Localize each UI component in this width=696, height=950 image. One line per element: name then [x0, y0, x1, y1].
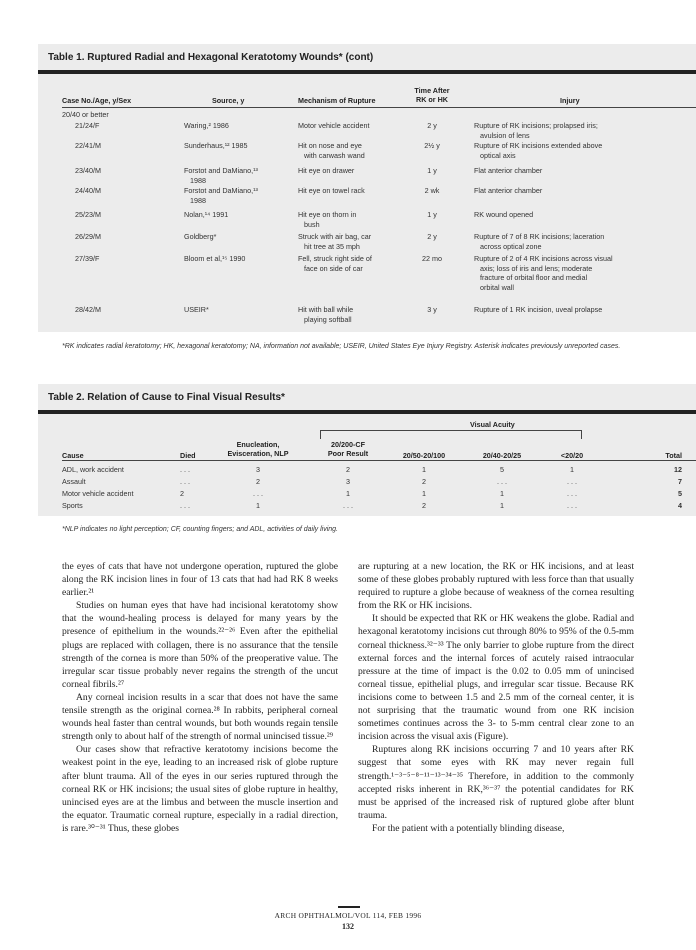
t1-header-divider	[62, 107, 696, 108]
t1-cell-case: 24/40/M	[75, 186, 101, 195]
body-paragraph: Our cases show that refractive keratotomy incisions become the weakest point in the eye, leading to an increased risk of globe rupture after blunt trauma. All of the eyes in our series ruptured through the corneal RK or HK incisions; the usual sites of globe rupture in healthy, unincised eyes are at the limbus and between the muscle insertion and the equator. Traumatic corneal rupture, especially in a radial direction, is rare.³⁰⁻³¹ Thus, these globes	[62, 744, 338, 834]
t1-cell-time: 22 mo	[422, 254, 442, 263]
t1-cell-source: Forstot and DaMiano,¹³ 1988	[184, 186, 258, 205]
t2-cell-died: 2	[180, 489, 184, 498]
t1-cell-mechanism: Fell, struck right side of face on side of car	[298, 254, 372, 273]
t1-cell-injury: Rupture of 7 of 8 RK incisions; laceration across optical zone	[474, 232, 605, 251]
t1-cell-mechanism: Motor vehicle accident	[298, 121, 370, 130]
t1-cell-injury: RK wound opened	[474, 210, 534, 219]
t1-cell-case: 22/41/M	[75, 141, 101, 150]
table2-rule	[38, 410, 696, 414]
t1-cell-injury: Rupture of 2 of 4 RK incisions across visual axis; loss of iris and lens; moderate fracture of orbital floor and medial orbital wall	[474, 254, 613, 292]
t2-cell-enucleation: 3	[256, 465, 260, 474]
t1-cell-case: 25/23/M	[75, 210, 101, 219]
t1-cell-source: Goldberg*	[184, 232, 217, 241]
t2-cell-cause: Assault	[62, 477, 86, 486]
t2-cell-va2: . . .	[497, 477, 507, 486]
t1-cell-source: Sunderhaus,¹² 1985	[184, 141, 248, 150]
t1-group-label: 20/40 or better	[62, 110, 109, 119]
t2-cell-va2: 1	[500, 501, 504, 510]
t1-header-mechanism: Mechanism of Rupture	[298, 96, 376, 105]
footer-journal: ARCH OPHTHALMOL/VOL 114, FEB 1996	[274, 911, 422, 920]
t1-header-time: Time After RK or HK	[414, 86, 450, 104]
t2-header-va3: <20/20	[560, 451, 584, 460]
t1-cell-source: Bloom et al,¹⁵ 1990	[184, 254, 246, 263]
t1-cell-injury: Rupture of RK incisions; prolapsed iris; avulsion of lens	[474, 121, 598, 140]
body-paragraph: Any corneal incision results in a scar that does not have the same tensile strength as the original cornea.²⁸ In rabbits, peripheral corneal wounds heal faster than central wounds, but both wounds regain tensile strength only to about half of the strength of normal unincised tissue.²⁹	[62, 691, 338, 743]
t2-visual-acuity-bracket	[320, 430, 582, 439]
t2-cell-died: . . .	[180, 501, 190, 510]
t1-cell-source: Nolan,¹⁴ 1991	[184, 210, 229, 219]
t1-cell-injury: Flat anterior chamber	[474, 166, 543, 175]
body-column-left	[62, 560, 338, 895]
t1-header-case: Case No./Age, y/Sex	[62, 96, 132, 105]
t1-cell-case: 28/42/M	[75, 305, 101, 314]
t2-cell-va1: 1	[422, 465, 426, 474]
table1-rule	[38, 70, 696, 74]
t1-cell-time: 2 wk	[424, 186, 440, 195]
t2-header-divider	[62, 460, 696, 461]
t2-cell-va3: . . .	[567, 501, 577, 510]
t2-header-va2: 20/40-20/25	[482, 451, 522, 460]
t1-cell-source: Waring,² 1986	[184, 121, 229, 130]
t2-cell-enucleation: . . .	[253, 489, 263, 498]
t1-cell-time: 2½ y	[424, 141, 440, 150]
t1-cell-injury: Rupture of 1 RK incision, uveal prolapse	[474, 305, 603, 314]
t2-cell-poor: 1	[346, 489, 350, 498]
t1-cell-mechanism: Struck with air bag, car hit tree at 35 mph	[298, 232, 372, 251]
t2-cell-va1: 2	[422, 477, 426, 486]
t2-header-va1: 20/50-20/100	[402, 451, 446, 460]
t2-cell-va3: 1	[570, 465, 574, 474]
table2-title: Table 2. Relation of Cause to Final Visual Results*	[48, 392, 285, 403]
t2-visual-acuity-label: Visual Acuity	[470, 420, 515, 429]
t1-cell-mechanism: Hit on nose and eye with carwash wand	[298, 141, 365, 160]
t2-cell-enucleation: 1	[256, 501, 260, 510]
page-number: 132	[342, 922, 354, 931]
t1-cell-time: 2 y	[427, 232, 437, 241]
t2-cell-total: 5	[678, 489, 682, 498]
t2-cell-total: 12	[674, 465, 682, 474]
t2-cell-enucleation: 2	[256, 477, 260, 486]
t1-cell-time: 3 y	[427, 305, 437, 314]
t2-cell-va1: 2	[422, 501, 426, 510]
body-paragraph: are rupturing at a new location, the RK or HK incisions, and at least some of these globes probably ruptured with less force than that usually required to rupture a globe because of weakness of the cornea resulting from the RK or HK incisions.	[358, 561, 634, 612]
t2-cell-poor: 3	[346, 477, 350, 486]
t1-cell-time: 1 y	[427, 166, 437, 175]
t2-cell-va2: 5	[500, 465, 504, 474]
t1-header-injury: Injury	[560, 96, 580, 105]
t2-header-poor: 20/200-CF Poor Result	[327, 440, 369, 458]
table1-footnote: *RK indicates radial keratotomy; HK, hexagonal keratotomy; NA, information not available; USEIR, United States Eye Injury Registry. Asterisk indicates previously unreported cases.	[62, 343, 621, 350]
t1-cell-case: 23/40/M	[75, 166, 101, 175]
t2-cell-va2: 1	[500, 489, 504, 498]
t1-cell-case: 27/39/F	[75, 254, 100, 263]
t1-cell-time: 1 y	[427, 210, 437, 219]
body-paragraph: It should be expected that RK or HK weakens the globe. Radial and hexagonal keratotomy incisions cut through 80% to 95% of the 0.5-mm corneal thickness.³²⁻³³ The only barrier to globe rupture from the direct external forces and the internal forces of acutely raised intraocular pressure at the time of impact is the 0.02 to 0.05 mm of unincised corneal tissue, epithelial plugs, and irregular scar tissue. Because RK incisions come to between 1.5 and 2.5 mm of the corneal center, it is not surprising that the traumatic wound from one RK incision sometimes continues across the 3- to 5-mm central clear zone to an incision across the visual axis (Figure).	[358, 613, 634, 743]
t2-cell-died: . . .	[180, 477, 190, 486]
body-paragraph: Ruptures along RK incisions occurring 7 and 10 years after RK suggest that some eyes with RK may never regain full strength.¹⁻³⁻⁵⁻⁸⁻¹¹⁻¹³⁻³⁴⁻³⁵ Therefore, in addition to the commonly accepted risks inherent in RK,³⁶⁻³⁷ the potential candidates for RK must be apprised of the increased risk of ruptured globe after blunt trauma.	[358, 744, 634, 821]
t2-cell-va3: . . .	[567, 489, 577, 498]
t2-header-enucleation: Enucleation, Evisceration, NLP	[227, 440, 289, 458]
t1-cell-mechanism: Hit eye on drawer	[298, 166, 355, 175]
t1-cell-mechanism: Hit with ball while playing softball	[298, 305, 354, 324]
t2-cell-cause: ADL, work accident	[62, 465, 124, 474]
t1-cell-time: 2 y	[427, 121, 437, 130]
t2-cell-died: . . .	[180, 465, 190, 474]
t1-header-source: Source, y	[212, 96, 245, 105]
table1-title: Table 1. Ruptured Radial and Hexagonal Keratotomy Wounds* (cont)	[48, 52, 374, 63]
t1-cell-injury: Flat anterior chamber	[474, 186, 543, 195]
t1-cell-source: USEIR*	[184, 305, 209, 314]
t2-cell-total: 4	[678, 501, 682, 510]
t1-cell-case: 26/29/M	[75, 232, 101, 241]
t2-header-total: Total	[665, 451, 682, 460]
t1-cell-case: 21/24/F	[75, 121, 100, 130]
body-column-right	[358, 560, 634, 895]
t2-header-died: Died	[180, 451, 196, 460]
t2-cell-cause: Motor vehicle accident	[62, 489, 134, 498]
body-paragraph: the eyes of cats that have not undergone operation, ruptured the globe along the RK incision lines in four of 13 cats that had had RK 8 weeks earlier.²¹	[62, 561, 338, 599]
t1-cell-injury: Rupture of RK incisions extended above optical axis	[474, 141, 603, 160]
t2-cell-poor: 2	[346, 465, 350, 474]
t2-cell-cause: Sports	[62, 501, 83, 510]
t2-cell-va1: 1	[422, 489, 426, 498]
t2-cell-total: 7	[678, 477, 682, 486]
body-paragraph: For the patient with a potentially blinding disease,	[372, 822, 565, 834]
t1-cell-mechanism: Hit eye on towel rack	[298, 186, 365, 195]
t2-cell-va3: . . .	[567, 477, 577, 486]
t2-header-cause: Cause	[62, 451, 84, 460]
t2-cell-poor: . . .	[343, 501, 353, 510]
footer-rule	[338, 906, 360, 908]
body-paragraph: Studies on human eyes that have had incisional keratotomy show that the wound-healing process is delayed for many years by the presence of epithelium in the wounds.²²⁻²⁶ Even after the epithelial plugs are replaced with collagen, there is no assurance that the tensile strength of the cornea is more than 50% of the preoperative value. The irregular scar tissue probably never regains the strength of the uncut corneal fibrils.²⁷	[62, 600, 338, 690]
t1-cell-source: Forstot and DaMiano,¹³ 1988	[184, 166, 258, 185]
t1-cell-mechanism: Hit eye on thorn in bush	[298, 210, 357, 229]
table2-footnote: *NLP indicates no light perception; CF, counting fingers; and ADL, activities of daily living.	[62, 526, 339, 533]
